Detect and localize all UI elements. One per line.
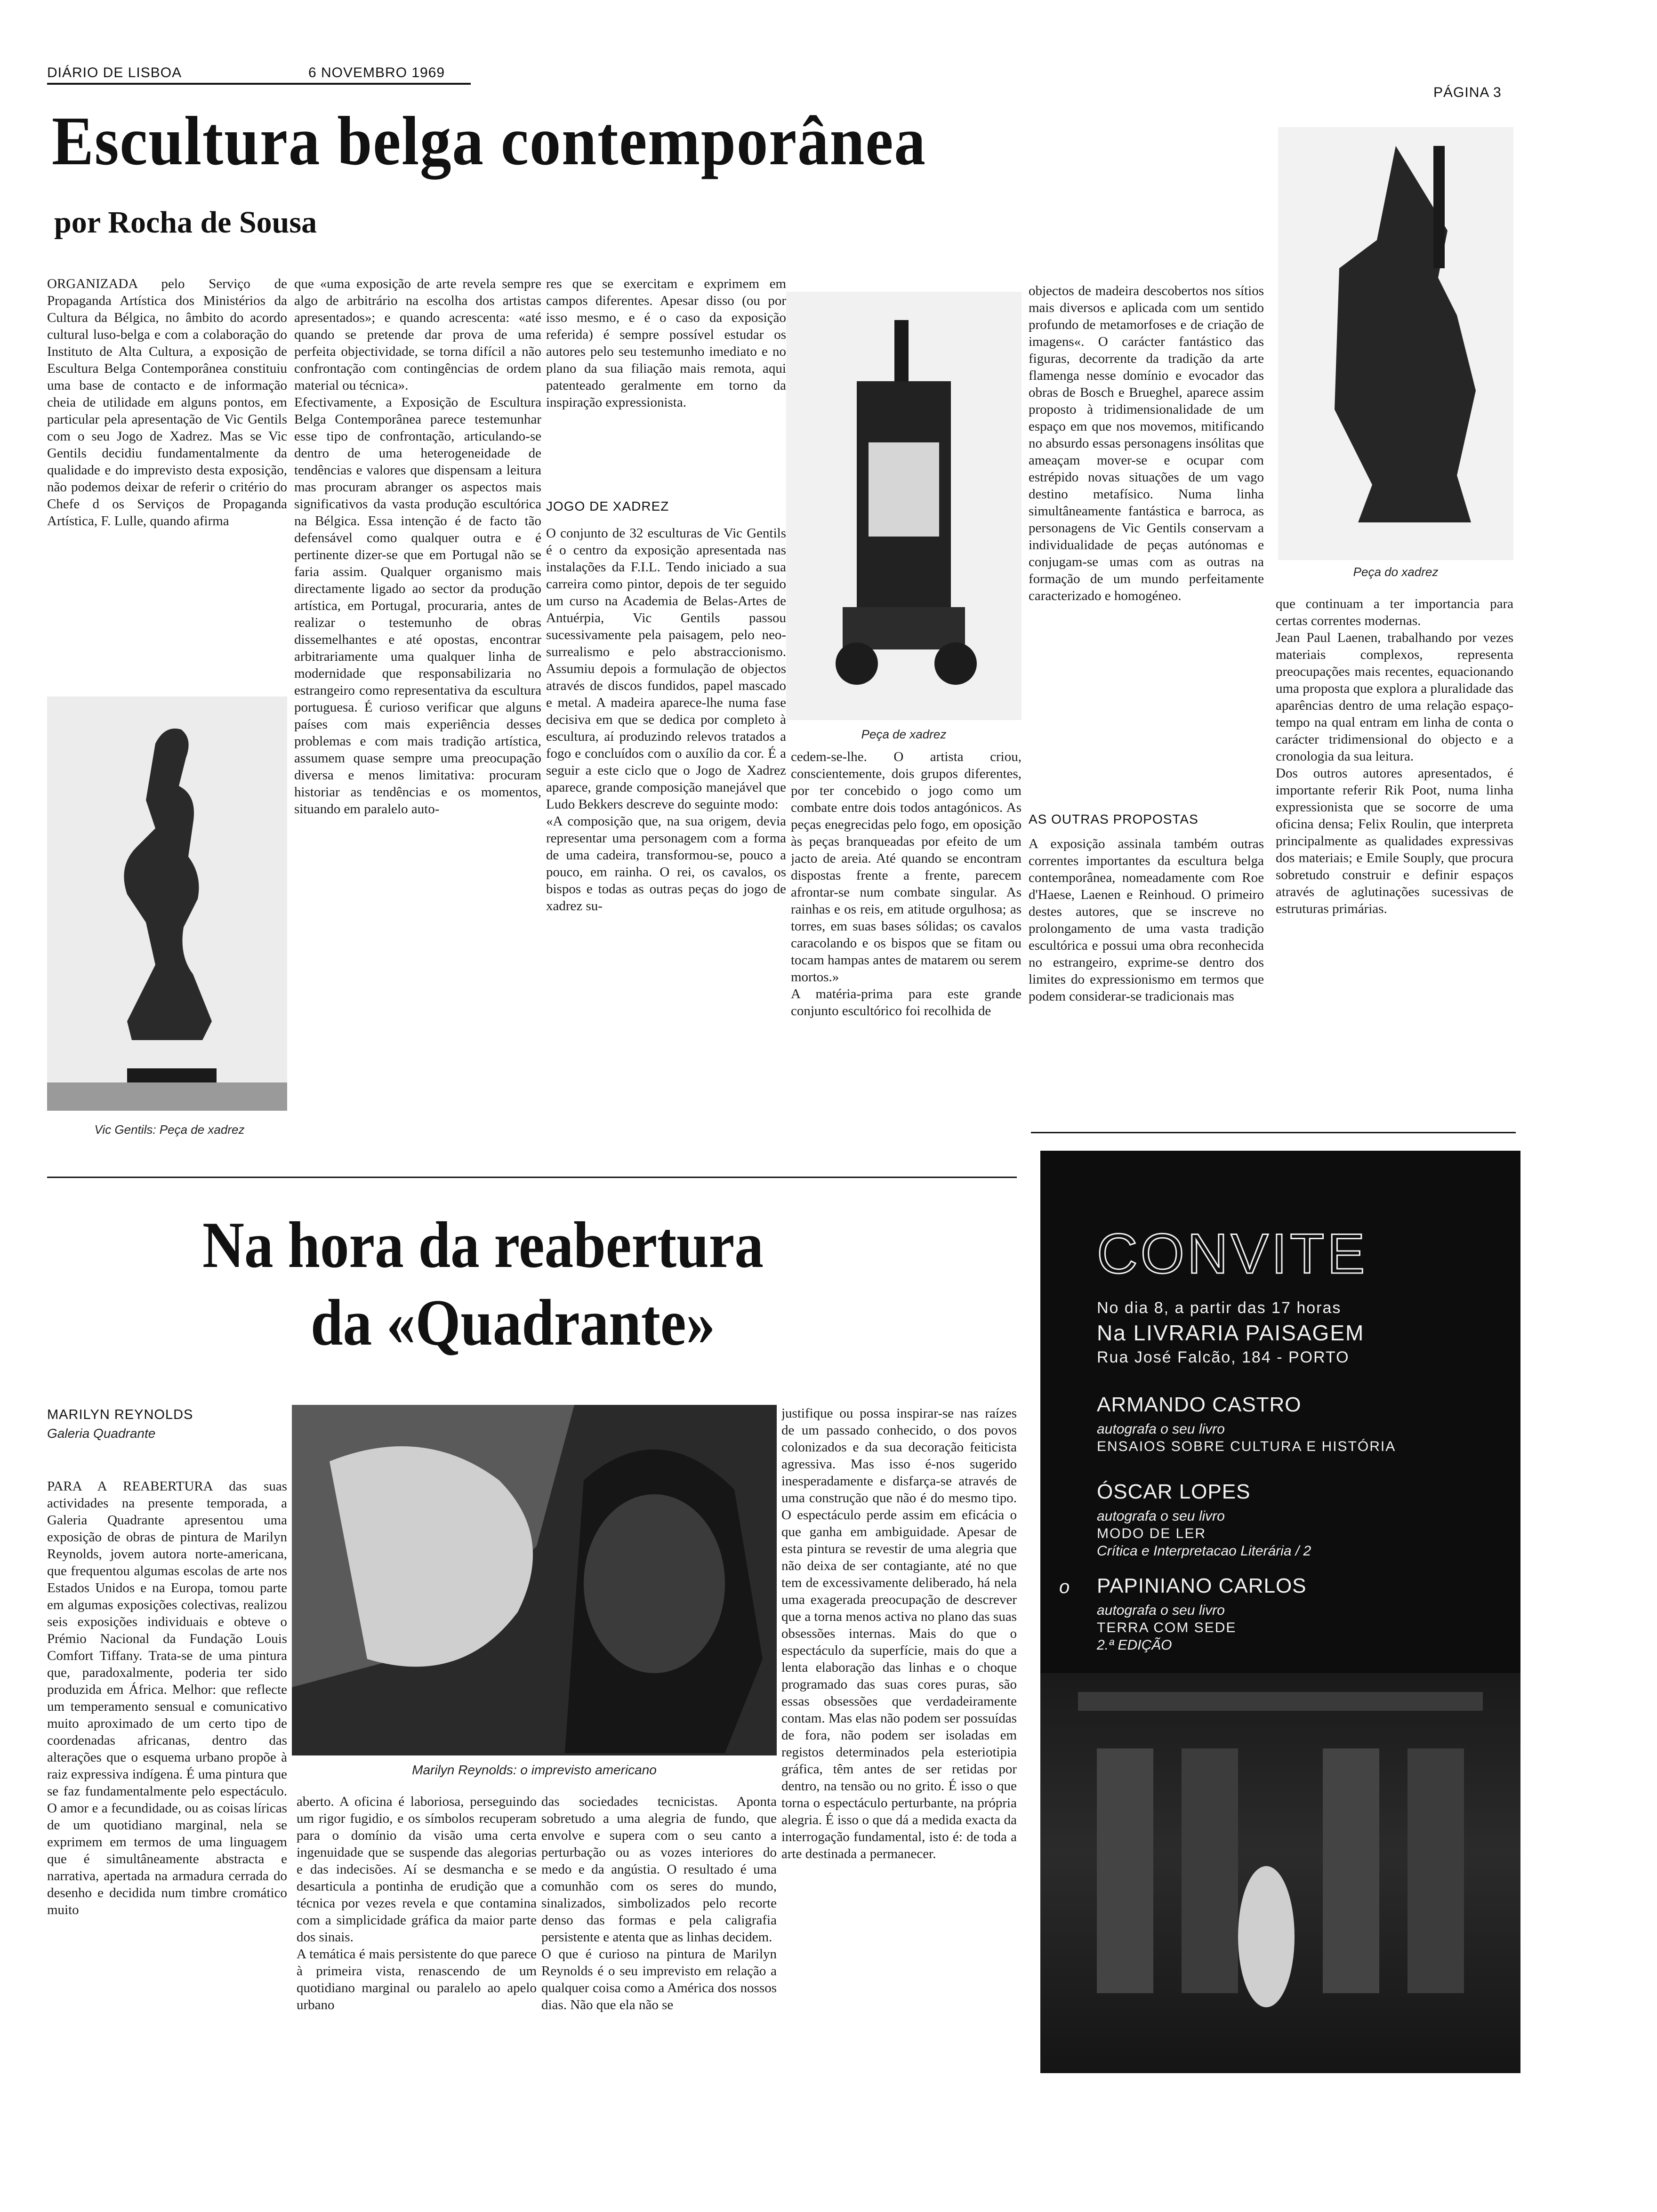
ad-entry-2-extra: Crítica e Interpretacao Literária / 2 (1097, 1543, 1311, 1559)
ad-address: Rua José Falcão, 184 - PORTO (1097, 1348, 1350, 1366)
article2-gallery: Galeria Quadrante (47, 1426, 156, 1441)
ad-title: CONVITE (1097, 1222, 1368, 1285)
ad-entry-1-book: ENSAIOS SOBRE CULTURA E HISTÓRIA (1097, 1439, 1396, 1454)
article2-column-4: justifique ou possa inspirar-se nas raízes de um passado conhecido, o dos povos colonizados e da sua decoração feiticista agressiva. Mas isso é-nos sugerido inesperadamente e disfarça-se através de uma construção que não é do mesmo tipo. O espectáculo perde assim em eficácia o que ganha em ambiguidade. Apesar de esta pintura se revestir de uma alegria que não deixa de ser contagiante, até no que tem de excessivamente deliberado, há nela uma exagerada preocupação de descrever que a torna menos activa no plano das suas obsessões internas. Mais do que o espectáculo da superfície, mais do que a lenta elaboração das linhas e o choque programado das suas cores puras, são essas obsessões que verdadeiramente contam. Mas elas não podem ser possuídas de fora, não podem ser isoladas em registos determinados pela esteriotipia gráfica, têm antes de ser retidas por dentro, na tensão ou no grito. É isso o que torna o espectáculo perturbante, na própria alegria. É isso o que dá a medida exacta da interrogação fundamental, isto é: de toda a arte destinada a permanecer. (781, 1406, 1017, 1861)
article1-column-6: que continuam a ter importancia para certas correntes modernas. Jean Paul Laenen, trabalhando por vezes materiais complexos, representa preocupações mais recentes, equacionando uma proposta que explora a pluralidade das aparências dentro de uma relação espaço-tempo na qual entram em linha de conta o carácter tridimensional do objecto e a cronologia da sua leitura. Dos outros autores apresentados, é importante referir Rik Poot, numa linha expressionista que se socorre de uma oficina densa; Felix Roulin, que interpreta principalmente as qualidades expressivas dos materiais; e Emile Souply, que procura sobretudo construir e definir espaços através de aglutinações sucessivas de estruturas primárias. (1276, 596, 1513, 916)
page-number: PÁGINA 3 (1433, 85, 1502, 100)
article2-author: MARILYN REYNOLDS (47, 1407, 193, 1422)
ad-entry-3-book: TERRA COM SEDE (1097, 1620, 1237, 1635)
article2-column-1: PARA A REABERTURA das suas actividades na presente temporada, a Galeria Quadrante apresentou uma exposição de obras de pintura de Marilyn Reynolds, jovem autora norte-americana, que frequentou algumas escolas de arte nos Estados Unidos e na Europa, tomou parte em algumas exposições colectivas, realizou seis exposições individuais e obteve o Prémio Nacional da Fundação Louis Comfort Tiffany. Trata-se de uma pintura que, paradoxalmente, poderia ter sido produzida em África. Melhor: que reflecte um temperamento sensual e comunicativo muito aproximado de um certo tipo de coordenadas africanas, dentro das alterações que o esquema urbano propõe à raiz expressiva indígena. É uma pintura que se faz fundamentalmente pelo espectáculo. O amor e a fecundidade, ou as coisas líricas de um quotidiano marginal, nela se exprimem em termos de uma linguagem que é simultâneamente abstracta e narrativa, apertada na armadura cerrada do desenho e decidida num timbre cromático muito (47, 1479, 287, 1917)
newspaper-name: DIÁRIO DE LISBOA (47, 65, 182, 80)
header-rule (47, 83, 471, 85)
article1-byline: por Rocha de Sousa (54, 205, 317, 240)
ad-entry-2-sub: autografa o seu livro (1097, 1508, 1225, 1524)
ad-entry-2-name: ÓSCAR LOPES (1097, 1480, 1251, 1503)
article1-column-3b: O conjunto de 32 esculturas de Vic Gentils é o centro da exposição apresentada nas instalações da F.I.L. Tendo iniciado a sua carreira como pintor, depois de ter seguido um curso na Academia de Belas-Artes de Antuérpia, Vic Gentils passou sucessivamente pela paisagem, pelo neo-surrealismo e pelo abstraccionismo. Assumiu depois a formulação de objectos através de discos fundidos, papel mascado e metal. A madeira aparece-lhe numa fase decisiva em que se dedica por completo à escultura, aí produzindo relevos tratados a fogo e concluídos com o auxílio da cor. É a seguir a este ciclo que o Jogo de Xadrez aparece, grande composição manejável que Ludo Bekkers descreve do seguinte modo: «A composição que, na sua origem, devia representar uma personagem com a forma de uma cadeira, transformou-se, pouco a pouco, em rainha. O rei, os cavalos, os bispos e todas as outras peças do jogo de xadrez su- (546, 526, 786, 914)
ad-date-line: No dia 8, a partir das 17 horas (1097, 1299, 1342, 1317)
ad-entry-1-name: ARMANDO CASTRO (1097, 1393, 1302, 1416)
ad-entry-2-book: MODO DE LER (1097, 1526, 1207, 1541)
ad-bookshop-photo (1040, 1673, 1520, 2073)
photo3-caption: Peça do xadrez (1353, 565, 1439, 579)
ad-entry-3-name: PAPINIANO CARLOS (1097, 1574, 1307, 1597)
article2-column-2: aberto. A oficina é laboriosa, perseguindo um rigor fugidio, e os símbolos recuperam para o domínio da visão uma certa ingenuidade que se suspende das alegorias e das indecisões. Aí se desmancha e se desarticula a pontinha de erudição que a técnica por vezes revela e que contamina com a simplicidade gráfica da maior parte dos sinais. A temática é mais persistente do que parece à primeira vista, renascendo de um quotidiano marginal ou paralelo ao apelo urbano (297, 1794, 537, 2012)
article1-title: Escultura belga contemporânea (52, 103, 926, 180)
section-divider (47, 1177, 1017, 1178)
article1-column-4: cedem-se-lhe. O artista criou, conscientemente, dois grupos diferentes, por ter concebido o jogo como um combate entre dois todos antagónicos. As peças enegrecidas pelo fogo, em oposição às peças branqueadas por efeito de um jacto de areia. Até quando se encontram dispostas frente a frente, parecem afrontar-se num combate singular. As rainhas e os reis, em atitude orgulhosa; as torres, em suas bases sólidas; os cavalos caracolando e os bispos que se fitam ou tocam hampas antes de matarem ou serem mortos.» A matéria-prima para este grande conjunto escultórico foi recolhida de (791, 749, 1022, 1018)
chess-piece-photo (786, 292, 1022, 720)
ad-bullet-icon: o (1059, 1577, 1070, 1597)
subhead-jogo-de-xadrez: JOGO DE XADREZ (546, 499, 669, 513)
marilyn-reynolds-painting-photo (292, 1405, 777, 1755)
chess-piece-photo-right (1278, 127, 1513, 560)
ad-entry-1-sub: autografa o seu livro (1097, 1421, 1225, 1437)
convite-advertisement (1040, 1151, 1520, 2073)
photo1-caption: Vic Gentils: Peça de xadrez (94, 1122, 245, 1137)
ad-entry-3-extra: 2.ª EDIÇÃO (1097, 1637, 1172, 1653)
ad-venue: Na LIVRARIA PAISAGEM (1097, 1321, 1365, 1345)
ad-entry-3-sub: autografa o seu livro (1097, 1603, 1225, 1618)
article1-column-5b: A exposição assinala também outras correntes importantes da escultura belga contemporânea, nomeadamente com Roe d'Haese, Laenen e Reinhoud. O primeiro destes autores, que se inscreve no prolongamento de uma vasta tradição escultórica e possui uma obra reconhecida no estrangeiro, exprime-se dentro dos limites do expressionismo em termos que podem considerar-se tradicionais mas (1029, 836, 1264, 1004)
article1-column-5: objectos de madeira descobertos nos sítios mais diversos e aplicada com um sentido profundo de metamorfoses e de criação de imagens«. O carácter fantástico das figuras, decorrente da tradição da arte flamenga nesse domínio e evocador das obras de Bosch e Brueghel, aparece assim proposto à tridimensionalidade de um espaço em que nos movemos, mitificando no absurdo essas personagens insólitas que ameaçam mover-se e ocupar com estrépido novas situações de um vago destino metafísico. Numa linha simultâneamente fantástica e barroca, as personagens de Vic Gentils conservam a individualidade de peças autónomas e conjugam-se umas com as outras na formação de um mundo perfeitamente caracterizado e homogéneo. (1029, 283, 1264, 603)
vic-gentils-sculpture-photo (47, 697, 287, 1111)
subhead-outras-propostas: AS OUTRAS PROPOSTAS (1029, 812, 1199, 826)
article2-title-line1: Na hora da reabertura (202, 1209, 764, 1282)
article2-column-3: das sociedades tecnicistas. Aponta sobretudo a uma alegria de fundo, que envolve e supera com o seu canto a perturbação ou as vozes interiores do medo e da angústia. O resultado é uma comunhão com os seres do mundo, sinalizados, simbolizados pelo recorte denso das formas e pela caligrafia persistente e atenta que as linhas decidem. O que é curioso na pintura de Marilyn Reynolds é o seu imprevisto em relação a qualquer coisa como a América dos nossos dias. Não que ela não se (541, 1794, 777, 2012)
article1-column-1: ORGANIZADA pelo Serviço de Propaganda Artística dos Ministérios da Cultura da Bélgica, no âmbito do acordo cultural luso-belga e com a colaboração do Instituto de Alta Cultura, a exposição de Escultura Belga Contemporânea constituiu uma base de contacto e de informação cheia de utilidade em alguns pontos, em particular pela apresentação de Vic Gentils com o seu Jogo de Xadrez. Mas se Vic Gentils decidiu fundamentalmente da qualidade e do imprevisto desta exposição, não podemos deixar de referir o critério do Chefe d os Serviços de Propaganda Artística, F. Lulle, quando afirma (47, 276, 287, 529)
photo2-caption: Peça de xadrez (861, 727, 947, 741)
article1-column-3a: res que se exercitam e exprimem em campos diferentes. Apesar disso (ou por isso mesmo, e é o caso da exposição referida) é sempre possível estudar os autores pelo seu testemunho imediato e no plano da sua filiação mais remota, aqui patenteado geralmente em torno da inspiração expressionista. (546, 276, 786, 410)
article1-column-2: que «uma exposição de arte revela sempre algo de arbitrário na escolha dos artistas apresentados»; e quando acrescenta: «até quando se pretende dar prova de uma perfeita objectividade, se torna difícil a não confrontação com contingências de ordem material ou técnica». Efectivamente, a Exposição de Escultura Belga Contemporânea parece testemunhar esse tipo de confrontação, articulando-se dentro de uma heterogeneidade de tendências e valores que dispensam a leitura mas procuram abranger os aspectos mais significativos da vasta produção escultórica na Bélgica. Essa intenção é de facto tão defensável como qualquer outra e é pertinente dizer-se que em Portugal não se faria assim. Qualquer organismo mais directamente ligado ao sector da produção artística, em Portugal, procuraria, antes de realizar o testemunho de obras dissemelhantes e até opostas, encontrar arbitrariamente uma qualquer linha de modernidade que responsabilizaria no estrangeiro como representativa da escultura portuguesa. É curioso verificar que alguns países com mais experiência desses problemas e com mais tradição artística, assumem quase sempre uma preocupação diversa e menos limitativa: procuram historiar as tendências e os momentos, situando em paralelo auto- (294, 276, 541, 817)
section-divider-right (1031, 1132, 1516, 1133)
issue-date: 6 NOVEMBRO 1969 (308, 65, 445, 80)
article2-title-line2: da «Quadrante» (311, 1286, 716, 1359)
photo4-caption: Marilyn Reynolds: o imprevisto americano (412, 1763, 657, 1777)
